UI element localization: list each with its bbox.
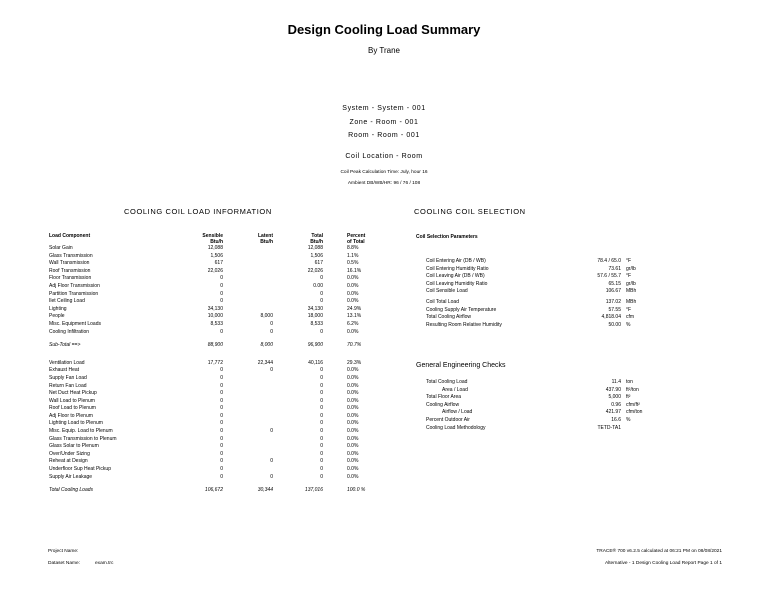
load-latent-value: 0	[270, 473, 273, 480]
param-unit: %	[626, 321, 631, 328]
engineering-rows	[426, 379, 651, 432]
load-component-name: Glass Solar to Plenum	[49, 443, 99, 450]
load-sensible-value: 0	[220, 412, 223, 419]
ambient-conditions: Ambient DB/WB/HR: 96 / 76 / 108	[347, 181, 421, 186]
project-name-label: Project Name:	[48, 549, 79, 554]
param-value: 65.15	[608, 280, 621, 287]
dataset-name-label: Dataset Name:	[48, 561, 80, 566]
load-row	[49, 458, 373, 466]
load-sensible-value: 0	[220, 405, 223, 412]
load-total-value: 0	[320, 275, 323, 282]
param-value: 5,000	[608, 394, 621, 401]
subtotal-label: Sub-Total ==>	[49, 342, 81, 349]
load-percent-value: 0.0%	[347, 435, 359, 442]
param-value: 106.67	[605, 288, 621, 295]
col-sensible-header: Sensible	[202, 233, 223, 239]
col-component-header: Load Component	[49, 233, 91, 239]
param-name: Percent Outdoor Air	[426, 416, 470, 423]
load-row	[49, 390, 373, 398]
load-total-value: 0	[320, 428, 323, 435]
subtotal-total: 96,900	[307, 342, 323, 349]
param-unit: °F	[626, 258, 632, 264]
load-row	[49, 398, 373, 406]
param-value: 57.55	[608, 306, 621, 313]
load-percent-value: 0.0%	[347, 290, 359, 297]
total-latent: 30,344	[257, 487, 273, 494]
load-total-value: 0	[320, 435, 323, 442]
param-name: Coil Leaving Humidity Ratio	[426, 280, 488, 287]
load-component-name: Wall Load to Plenum	[49, 397, 95, 404]
param-unit	[621, 425, 651, 433]
param-value: 421.97	[605, 409, 621, 416]
load-sensible-value: 0	[220, 397, 223, 404]
load-latent-value	[223, 420, 273, 428]
param-row	[426, 266, 651, 274]
load-sensible-value: 0	[220, 382, 223, 389]
load-sensible-value: 0	[220, 428, 223, 435]
load-percent-value: 0.0%	[347, 473, 359, 480]
param-unit: gr/lb	[626, 265, 636, 272]
param-value: 437.90	[605, 386, 621, 393]
load-row	[49, 413, 373, 421]
total-percent: 100.0 %	[347, 487, 366, 494]
load-latent-value	[223, 260, 273, 268]
load-row	[49, 466, 373, 474]
zone-label: Zone - Room - 001	[349, 119, 419, 126]
page-title: Design Cooling Load Summary	[287, 22, 481, 37]
load-sensible-value: 0	[220, 374, 223, 381]
load-sensible-value: 0	[220, 450, 223, 457]
load-total-value: 0	[320, 328, 323, 335]
param-row	[426, 288, 651, 296]
param-value: 50.00	[608, 321, 621, 328]
param-name: Airflow / Load	[442, 409, 473, 416]
load-total-value: 0	[320, 382, 323, 389]
load-sensible-value: 22,026	[207, 267, 223, 274]
load-sensible-value: 0	[220, 443, 223, 450]
load-latent-value	[223, 383, 273, 391]
load-sensible-value: 8,533	[210, 320, 223, 327]
load-percent-value: 8.8%	[347, 245, 359, 251]
total-row	[49, 487, 373, 495]
param-row	[426, 307, 651, 315]
col-latent-header: Latent	[258, 233, 273, 239]
load-row	[49, 375, 373, 383]
param-name: Coil Sensible Load	[426, 288, 468, 295]
coil-params-table	[426, 258, 651, 329]
load-percent-value: 0.0%	[347, 275, 359, 282]
subtotal-sensible: 88,900	[207, 342, 223, 349]
load-component-name: Ilet Ceiling Load	[49, 298, 85, 305]
param-value: 4,818.04	[601, 314, 621, 321]
load-group-2	[49, 360, 373, 482]
param-name: Coil Entering Humidity Ratio	[426, 265, 489, 272]
load-latent-value	[223, 436, 273, 444]
load-percent-value: 13.1%	[347, 313, 362, 320]
load-component-name: Solar Gain	[49, 245, 73, 251]
load-sensible-value: 0	[220, 282, 223, 289]
load-component-name: Net Duct Heat Pickup	[49, 390, 97, 397]
page-subtitle: By Trane	[367, 46, 400, 55]
load-sensible-value: 0	[220, 328, 223, 335]
col-percent-unit: of Total	[347, 239, 365, 245]
param-unit: gr/lb	[626, 280, 636, 287]
load-percent-value: 0.0%	[347, 390, 359, 397]
load-percent-value: 29.3%	[347, 359, 362, 366]
load-component-name: Roof Transmission	[49, 267, 91, 274]
load-latent-value	[223, 275, 273, 283]
dataset-name-value: exam.trc	[95, 561, 114, 566]
load-component-name: Cooling Infiltration	[49, 328, 90, 335]
param-value: TETD-TA1	[597, 424, 621, 431]
load-row	[49, 260, 373, 268]
load-total-value: 0	[320, 412, 323, 419]
load-total-value: 8,533	[310, 320, 323, 327]
param-value: 16.6	[611, 416, 621, 423]
load-component-name: Reheat at Design	[49, 458, 88, 465]
param-row	[426, 379, 651, 387]
load-row	[49, 321, 373, 329]
calc-info: TRACE® 700 v6.2.5 calculated at 06:21 PM on 08/08/2021	[596, 549, 722, 554]
engineering-heading: General Engineering Checks	[416, 362, 506, 369]
param-unit: ft²	[626, 394, 631, 401]
param-name: Area / Load	[442, 386, 468, 393]
load-sensible-value: 0	[220, 275, 223, 282]
param-name: Total Floor Area	[426, 394, 462, 401]
load-sensible-value: 617	[214, 260, 223, 267]
param-row	[426, 322, 651, 330]
load-latent-value	[223, 306, 273, 314]
load-component-name: Supply Fan Load	[49, 374, 87, 381]
load-row	[49, 474, 373, 482]
load-sensible-value: 0	[220, 390, 223, 397]
load-percent-value: 0.0%	[347, 328, 359, 335]
param-row	[426, 273, 651, 281]
param-value: 137.02	[605, 298, 621, 305]
load-total-value: 0	[320, 443, 323, 450]
load-component-name: Ventilation Load	[49, 359, 85, 366]
load-latent-value: 0	[270, 428, 273, 435]
load-component-name: People	[49, 313, 65, 320]
load-row	[49, 306, 373, 314]
load-total-value: 0.00	[313, 282, 323, 289]
load-row	[49, 329, 373, 337]
col-latent-unit: Btu/h	[260, 239, 273, 245]
load-row	[49, 428, 373, 436]
load-total-value: 1,506	[310, 252, 323, 259]
load-row	[49, 253, 373, 261]
param-value: 0.96	[611, 401, 621, 408]
load-percent-value: 1.1%	[347, 252, 359, 259]
load-latent-value	[223, 398, 273, 406]
load-component-name: Over/Under Sizing	[49, 450, 90, 457]
load-total-value: 12,088	[307, 245, 323, 251]
param-row	[426, 299, 651, 307]
load-row	[49, 275, 373, 283]
load-component-name: Floor Transmission	[49, 275, 92, 282]
load-component-name: Adj Floor Transmission	[49, 282, 100, 289]
load-sensible-value: 0	[220, 473, 223, 480]
load-latent-value	[223, 291, 273, 299]
load-latent-value	[223, 283, 273, 291]
load-latent-value	[223, 413, 273, 421]
param-value: 78.4 / 65.0	[597, 258, 621, 264]
param-unit: cfm/ton	[626, 409, 643, 416]
load-total-value: 0	[320, 390, 323, 397]
load-percent-value: 0.0%	[347, 367, 359, 374]
param-row	[426, 402, 651, 410]
load-row	[49, 298, 373, 306]
load-component-name: Supply Air Leakage	[49, 473, 93, 480]
load-row	[49, 405, 373, 413]
param-name: Cooling Load Methodology	[426, 424, 486, 431]
load-latent-value	[223, 451, 273, 459]
param-unit: ton	[626, 379, 633, 385]
param-unit: MBh	[626, 288, 637, 295]
load-percent-value: 0.0%	[347, 405, 359, 412]
param-unit: %	[626, 416, 631, 423]
load-group-1	[49, 245, 373, 336]
load-percent-value: 16.1%	[347, 267, 362, 274]
load-latent-value: 0	[270, 367, 273, 374]
load-component-name: Exhaust Heat	[49, 367, 80, 374]
param-unit: cfm	[626, 314, 635, 321]
param-row	[426, 281, 651, 289]
load-sensible-value: 0	[220, 435, 223, 442]
param-unit: °F	[626, 273, 632, 280]
load-total-value: 0	[320, 420, 323, 427]
param-name: Coil Leaving Air (DB / WB)	[426, 273, 485, 280]
total-label: Total Cooling Loads	[49, 487, 94, 494]
param-row	[426, 417, 651, 425]
load-row	[49, 420, 373, 428]
load-percent-value: 0.0%	[347, 420, 359, 427]
load-total-value: 0	[320, 298, 323, 305]
load-total-value: 40,116	[308, 359, 323, 366]
param-value: 73.61	[608, 265, 621, 272]
load-sensible-value: 0	[220, 458, 223, 465]
param-row	[426, 258, 651, 266]
peak-calc-time: Coil Peak Calculation Time: July, hour 16	[340, 170, 428, 175]
load-sensible-value: 1,506	[210, 252, 223, 259]
load-component-name: Partition Transmission	[49, 290, 99, 297]
load-total-value: 0	[320, 450, 323, 457]
coil-params-group-2	[426, 299, 651, 329]
load-latent-value	[223, 466, 273, 474]
load-sensible-value: 0	[220, 420, 223, 427]
load-component-name: Misc. Equip. Load to Plenum	[49, 428, 113, 435]
coil-location-label: Coil Location - Room	[345, 153, 423, 160]
load-latent-value: 0	[270, 320, 273, 327]
subtotal-row	[49, 342, 373, 350]
load-sensible-value: 34,130	[207, 305, 223, 312]
col-percent-header: Percent	[347, 233, 366, 239]
total-sensible: 106,672	[204, 487, 223, 494]
param-name: Resulting Room Relative Humidity	[426, 321, 502, 328]
param-row	[426, 409, 651, 417]
load-sensible-value: 10,000	[207, 313, 223, 320]
param-unit: °F	[626, 306, 632, 313]
load-component-name: Glass Transmission	[49, 252, 93, 259]
load-percent-value: 0.0%	[347, 458, 359, 465]
param-name: Cooling Supply Air Temperature	[426, 306, 497, 313]
load-percent-value: 0.0%	[347, 282, 359, 289]
load-percent-value: 0.0%	[347, 397, 359, 404]
load-row	[49, 367, 373, 375]
col-total-header: Total	[311, 233, 323, 239]
load-total-value: 0	[320, 367, 323, 374]
param-row	[426, 387, 651, 395]
load-sensible-value: 0	[220, 290, 223, 297]
load-total-value: 34,130	[307, 305, 323, 312]
load-latent-value	[223, 443, 273, 451]
coil-params-group-1	[426, 258, 651, 296]
param-name: Coil Total Load	[426, 298, 459, 305]
load-component-name: Lighting Load to Plenum	[49, 420, 103, 427]
col-sensible-unit: Btu/h	[210, 239, 223, 245]
load-total-value: 0	[320, 290, 323, 297]
load-sensible-value: 0	[220, 466, 223, 473]
load-component-name: Misc. Equipment Loads	[49, 320, 101, 327]
load-total-value: 18,000	[307, 313, 323, 320]
subtotal-latent: 8,000	[260, 342, 273, 349]
page-info: Alternative - 1 Design Cooling Load Report Page 1 of 1	[604, 561, 722, 566]
load-total-value: 0	[320, 374, 323, 381]
load-percent-value: 0.0%	[347, 374, 359, 381]
load-component-name: Roof Load to Plenum	[49, 405, 96, 412]
load-component-name: Underfloor Sup Heat Pickup	[49, 466, 111, 473]
load-total-value: 0	[320, 405, 323, 412]
load-row	[49, 268, 373, 276]
total-total: 137,016	[304, 487, 323, 494]
load-total-value: 617	[314, 260, 323, 267]
load-table	[49, 233, 373, 495]
param-unit: cfm/ft²	[626, 401, 640, 408]
load-sensible-value: 12,088	[207, 245, 223, 251]
load-sensible-value: 0	[220, 367, 223, 374]
load-latent-value	[223, 268, 273, 276]
load-percent-value: 0.0%	[347, 428, 359, 435]
load-latent-value	[223, 298, 273, 306]
param-name: Cooling Airflow	[426, 401, 460, 408]
coil-params-label: Coil Selection Parameters	[416, 234, 478, 240]
load-total-value: 0	[320, 458, 323, 465]
load-row	[49, 291, 373, 299]
engineering-container	[426, 379, 651, 432]
load-percent-value: 0.0%	[347, 450, 359, 457]
load-latent-value	[223, 405, 273, 413]
param-row	[426, 425, 651, 433]
load-latent-value: 0	[270, 458, 273, 465]
load-latent-value	[223, 245, 273, 253]
load-row	[49, 283, 373, 291]
param-value: 11.4	[611, 379, 621, 385]
load-component-name: Wall Transmission	[49, 260, 90, 267]
load-latent-value: 8,000	[260, 313, 273, 320]
param-name: Total Cooling Airflow	[426, 314, 472, 321]
load-row	[49, 443, 373, 451]
load-latent-value: 22,344	[257, 359, 273, 366]
param-name: Coil Entering Air (DB / WB)	[426, 258, 486, 264]
load-row	[49, 451, 373, 459]
load-percent-value: 6.2%	[347, 320, 359, 327]
col-total-unit: Btu/h	[310, 239, 323, 245]
load-component-name: Lighting	[49, 305, 67, 312]
load-percent-value: 0.0%	[347, 443, 359, 450]
load-sensible-value: 17,772	[207, 359, 223, 366]
load-row	[49, 360, 373, 368]
engineering-table	[426, 379, 651, 432]
load-row	[49, 436, 373, 444]
room-label: Room - Room - 001	[348, 132, 420, 139]
param-name: Total Cooling Load	[426, 379, 468, 385]
load-total-value: 0	[320, 397, 323, 404]
load-percent-value: 0.0%	[347, 466, 359, 473]
load-latent-value	[223, 253, 273, 261]
param-unit: ft²/ton	[626, 386, 639, 393]
load-component-name: Glass Transmission to Plenum	[49, 435, 117, 442]
subtotal-percent: 70.7%	[347, 342, 362, 349]
load-latent-value	[223, 390, 273, 398]
load-info-heading: COOLING COIL LOAD INFORMATION	[124, 207, 272, 216]
load-table-container	[49, 233, 373, 495]
load-total-value: 22,026	[307, 267, 323, 274]
load-percent-value: 0.0%	[347, 412, 359, 419]
load-latent-value	[223, 375, 273, 383]
load-component-name: Return Fan Load	[49, 382, 87, 389]
load-row	[49, 313, 373, 321]
load-percent-value: 0.5%	[347, 260, 359, 267]
load-row	[49, 245, 373, 253]
load-total-value: 0	[320, 473, 323, 480]
param-unit: MBh	[626, 298, 637, 305]
load-row	[49, 383, 373, 391]
coil-params-container	[426, 258, 651, 329]
load-percent-value: 0.0%	[347, 382, 359, 389]
param-row	[426, 394, 651, 402]
load-total-value: 0	[320, 466, 323, 473]
load-percent-value: 24.9%	[347, 305, 362, 312]
load-sensible-value: 0	[220, 298, 223, 305]
load-component-name: Adj Floor to Plenum	[49, 412, 93, 419]
system-label: System - System - 001	[342, 105, 426, 112]
coil-selection-heading: COOLING COIL SELECTION	[414, 207, 526, 216]
load-percent-value: 0.0%	[347, 298, 359, 305]
param-row	[426, 314, 651, 322]
param-value: 57.6 / 55.7	[597, 273, 621, 280]
load-latent-value: 0	[270, 328, 273, 335]
